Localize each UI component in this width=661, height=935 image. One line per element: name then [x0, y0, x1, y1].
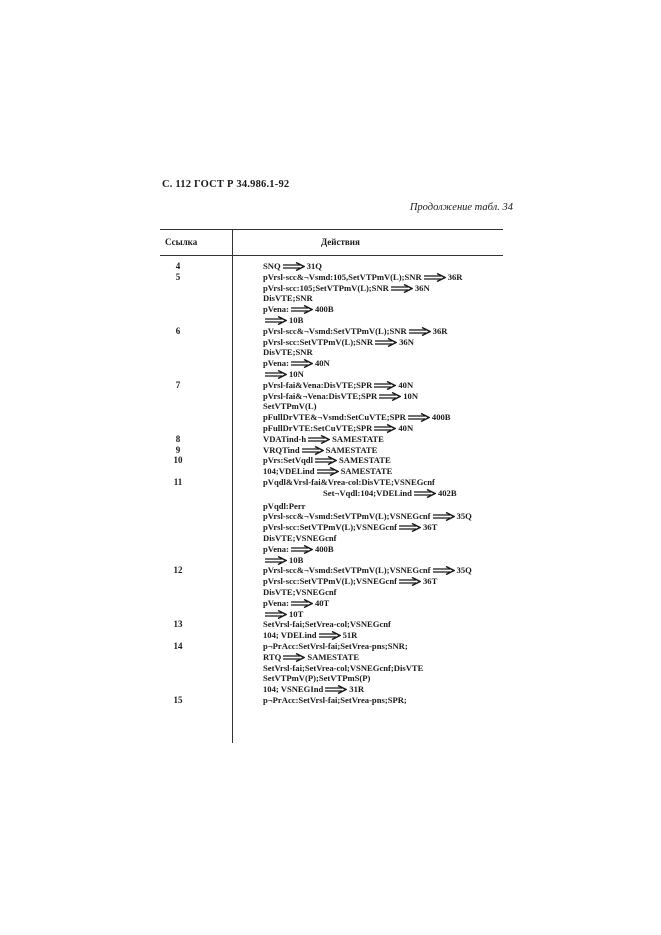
double-arrow-icon [408, 413, 430, 422]
action-condition-text: pVrsl-scc:SetVTPmV(L);SNR [263, 336, 374, 347]
double-arrow-icon [283, 262, 305, 271]
action-condition-text: pVena: [263, 597, 289, 608]
action-condition-text: SetVrsl-fai;SetVrea-col;VSNEGcnf;DisVTE [263, 662, 424, 673]
action-line [263, 477, 435, 488]
action-target-state: 40N [314, 358, 330, 369]
action-line [263, 445, 377, 456]
row-reference-number: 9 [175, 444, 181, 455]
double-arrow-icon [374, 424, 396, 433]
action-target-state: 36T [422, 576, 438, 587]
double-arrow-icon [291, 359, 313, 368]
action-target-state: 36R [447, 271, 463, 282]
double-arrow-icon [414, 489, 436, 498]
action-condition-text: 104; VSNEGInd [263, 684, 324, 695]
action-target-state: 10B [289, 315, 304, 325]
row-reference-number: 13 [173, 619, 183, 630]
page-header: С. 112 ГОСТ Р 34.986.1-92 [162, 179, 290, 190]
action-line [263, 455, 391, 466]
action-line [263, 684, 364, 695]
action-condition-text: SetVTPmV(P);SetVTPmS(P) [263, 673, 371, 684]
action-condition-text: pVrsl-scc&¬Vsmd:SetVTPmV(L);SNR [263, 325, 407, 336]
double-arrow-icon [399, 577, 421, 586]
action-line [323, 488, 457, 499]
double-arrow-icon [409, 327, 431, 336]
action-line [263, 423, 413, 434]
action-line [263, 261, 322, 272]
action-target-state: SAMESTATE [307, 651, 360, 662]
action-line [263, 565, 472, 576]
action-condition-text: DisVTE;VSNEGcnf [263, 533, 337, 543]
action-condition-text: VRQTind [263, 444, 300, 455]
row-reference-number: 11 [173, 477, 183, 487]
table-top-rule [160, 229, 503, 230]
action-condition-text: pVrs:SetVqdl [263, 455, 313, 466]
action-target-state: 10N [403, 390, 419, 401]
action-condition-text: DisVTE;SNR [263, 347, 313, 358]
action-line [263, 272, 463, 283]
action-line [263, 533, 337, 544]
action-condition-text: pFullDrVTE:SetCuVTE;SPR [263, 423, 373, 433]
double-arrow-icon [399, 523, 421, 532]
action-condition-text: RTQ [263, 651, 282, 662]
action-condition-text: SNQ [263, 261, 281, 271]
double-arrow-icon [265, 556, 287, 565]
row-reference-number: 6 [175, 325, 181, 336]
action-target-state: SAMESTATE [325, 444, 378, 455]
action-line [263, 412, 451, 423]
action-line [263, 587, 337, 598]
action-target-state: 400B [314, 304, 334, 315]
action-condition-text: DisVTE;VSNEGcnf [263, 587, 337, 597]
action-line [263, 283, 430, 294]
action-target-state: 40N [398, 423, 414, 433]
action-line [263, 326, 447, 337]
action-condition-text: pVqdl&Vrsl-fai&Vrea-col:DisVTE;VSNEGcnf [263, 477, 435, 487]
row-reference-number: 4 [175, 261, 181, 271]
row-reference-number: 14 [173, 641, 183, 651]
action-condition-text: 104; VDELind [263, 630, 317, 641]
action-target-state: SAMESTATE [332, 433, 384, 444]
double-arrow-icon [319, 631, 341, 640]
action-condition-text: 104;VDELind [263, 466, 315, 477]
row-reference-number: 7 [175, 379, 181, 390]
action-condition-text: p¬PrAcc:SetVrsl-fai;SetVrea-pns;SPR; [263, 695, 407, 705]
double-arrow-icon [325, 685, 347, 694]
action-condition-text: pVrsl-scc&¬Vsmd:SetVTPmV(L);VSNEGcnf [263, 565, 431, 576]
action-target-state: 10N [289, 369, 304, 379]
row-reference-number: 15 [173, 695, 183, 705]
action-target-state: 400B [431, 412, 451, 423]
row-reference-number: 12 [173, 565, 183, 576]
action-line [263, 695, 407, 706]
action-condition-text: pVena: [263, 358, 289, 369]
action-condition-text: pVena: [263, 543, 289, 554]
action-condition-text: p¬PrAcc:SetVrsl-fai;SetVrea-pns;SNR; [263, 641, 408, 651]
double-arrow-icon [291, 545, 313, 554]
action-line [263, 576, 437, 587]
action-condition-text: VDATind-h [263, 433, 307, 444]
action-line [263, 358, 330, 369]
action-condition-text: pVrsl-scc:SetVTPmV(L);VSNEGcnf [263, 522, 397, 533]
action-line [263, 434, 384, 445]
action-line [263, 347, 313, 358]
action-line [263, 609, 303, 620]
action-target-state: 10T [289, 608, 304, 619]
double-arrow-icon [375, 338, 397, 347]
double-arrow-icon [283, 653, 305, 662]
action-condition-text: pFullDrVTE&¬Vsmd:SetCuVTE;SPR [263, 412, 406, 423]
action-condition-text: pVena: [263, 304, 289, 315]
action-condition-text: DisVTE;SNR [263, 293, 313, 304]
action-line [263, 555, 303, 566]
action-line [263, 369, 304, 380]
table-continuation-caption: Продолжение табл. 34 [409, 202, 513, 213]
double-arrow-icon [308, 435, 330, 444]
table-header-rule [160, 255, 503, 256]
action-target-state: 36N [414, 282, 430, 293]
action-line [263, 598, 329, 609]
action-condition-text: SetVTPmV(L) [263, 401, 317, 412]
action-line [263, 501, 306, 512]
double-arrow-icon [317, 467, 339, 476]
double-arrow-icon [391, 284, 413, 293]
action-line [263, 304, 334, 315]
row-reference-number: 5 [175, 271, 181, 282]
action-line [263, 663, 423, 674]
action-line [263, 630, 357, 641]
action-condition-text: Set¬Vqdl:104;VDELind [323, 487, 412, 498]
action-condition-text: pVrsl-scc&¬Vsmd:105,SetVTPmV(L);SNR [263, 271, 422, 282]
double-arrow-icon [433, 566, 455, 575]
action-target-state: 36T [422, 522, 438, 533]
double-arrow-icon [265, 610, 287, 619]
action-target-state: 36N [399, 336, 414, 347]
action-line [263, 511, 472, 522]
double-arrow-icon [302, 446, 324, 455]
action-target-state: 35Q [456, 565, 472, 576]
double-arrow-icon [433, 512, 455, 521]
row-reference-number: 8 [175, 433, 181, 444]
action-line [263, 652, 359, 663]
action-line [263, 380, 413, 391]
action-line [263, 619, 391, 630]
double-arrow-icon [379, 392, 401, 401]
row-reference-number: 10 [173, 455, 183, 466]
action-line [263, 673, 370, 684]
action-target-state: SAMESTATE [338, 455, 391, 466]
double-arrow-icon [291, 599, 313, 608]
action-condition-text: pVrsl-scc:SetVTPmV(L);VSNEGcnf [263, 576, 397, 587]
action-condition-text: pVqdl:Perr [263, 500, 306, 511]
action-target-state: 35Q [456, 511, 472, 522]
action-line [263, 466, 392, 477]
double-arrow-icon [265, 316, 287, 325]
action-line [263, 522, 437, 533]
action-condition-text: pVrsl-scc:105;SetVTPmV(L);SNR [263, 282, 389, 293]
column-header-actions: Действия [321, 237, 360, 247]
action-line [263, 544, 334, 555]
action-condition-text: SetVrsl-fai;SetVrea-col;VSNEGcnf [263, 619, 391, 630]
action-target-state: 10B [289, 554, 304, 565]
action-line [263, 641, 408, 652]
action-condition-text: pVrsl-scc&¬Vsmd:SetVTPmV(L);VSNEGcnf [263, 511, 431, 522]
action-target-state: 40N [398, 379, 414, 390]
action-target-state: SAMESTATE [340, 466, 393, 477]
action-line [263, 337, 414, 348]
action-target-state: 40T [314, 597, 330, 608]
action-target-state: 400B [314, 543, 334, 554]
action-line [263, 293, 313, 304]
table-column-divider [232, 229, 233, 743]
action-line [263, 401, 316, 412]
double-arrow-icon [424, 273, 446, 282]
double-arrow-icon [291, 305, 313, 314]
action-condition-text: pVrsl-fai&Vena:DisVTE;SPR [263, 379, 373, 390]
double-arrow-icon [265, 370, 287, 379]
action-condition-text: pVrsl-fai&¬Vena:DisVTE;SPR [263, 390, 378, 401]
action-line [263, 315, 303, 326]
column-header-reference: Ссылка [165, 237, 198, 247]
double-arrow-icon [315, 456, 337, 465]
action-target-state: 402B [437, 487, 457, 498]
action-target-state: 31Q [306, 261, 322, 271]
action-line [263, 391, 418, 402]
action-target-state: 51R [342, 630, 358, 641]
action-target-state: 36R [432, 325, 448, 336]
action-target-state: 31R [349, 684, 365, 695]
double-arrow-icon [374, 381, 396, 390]
